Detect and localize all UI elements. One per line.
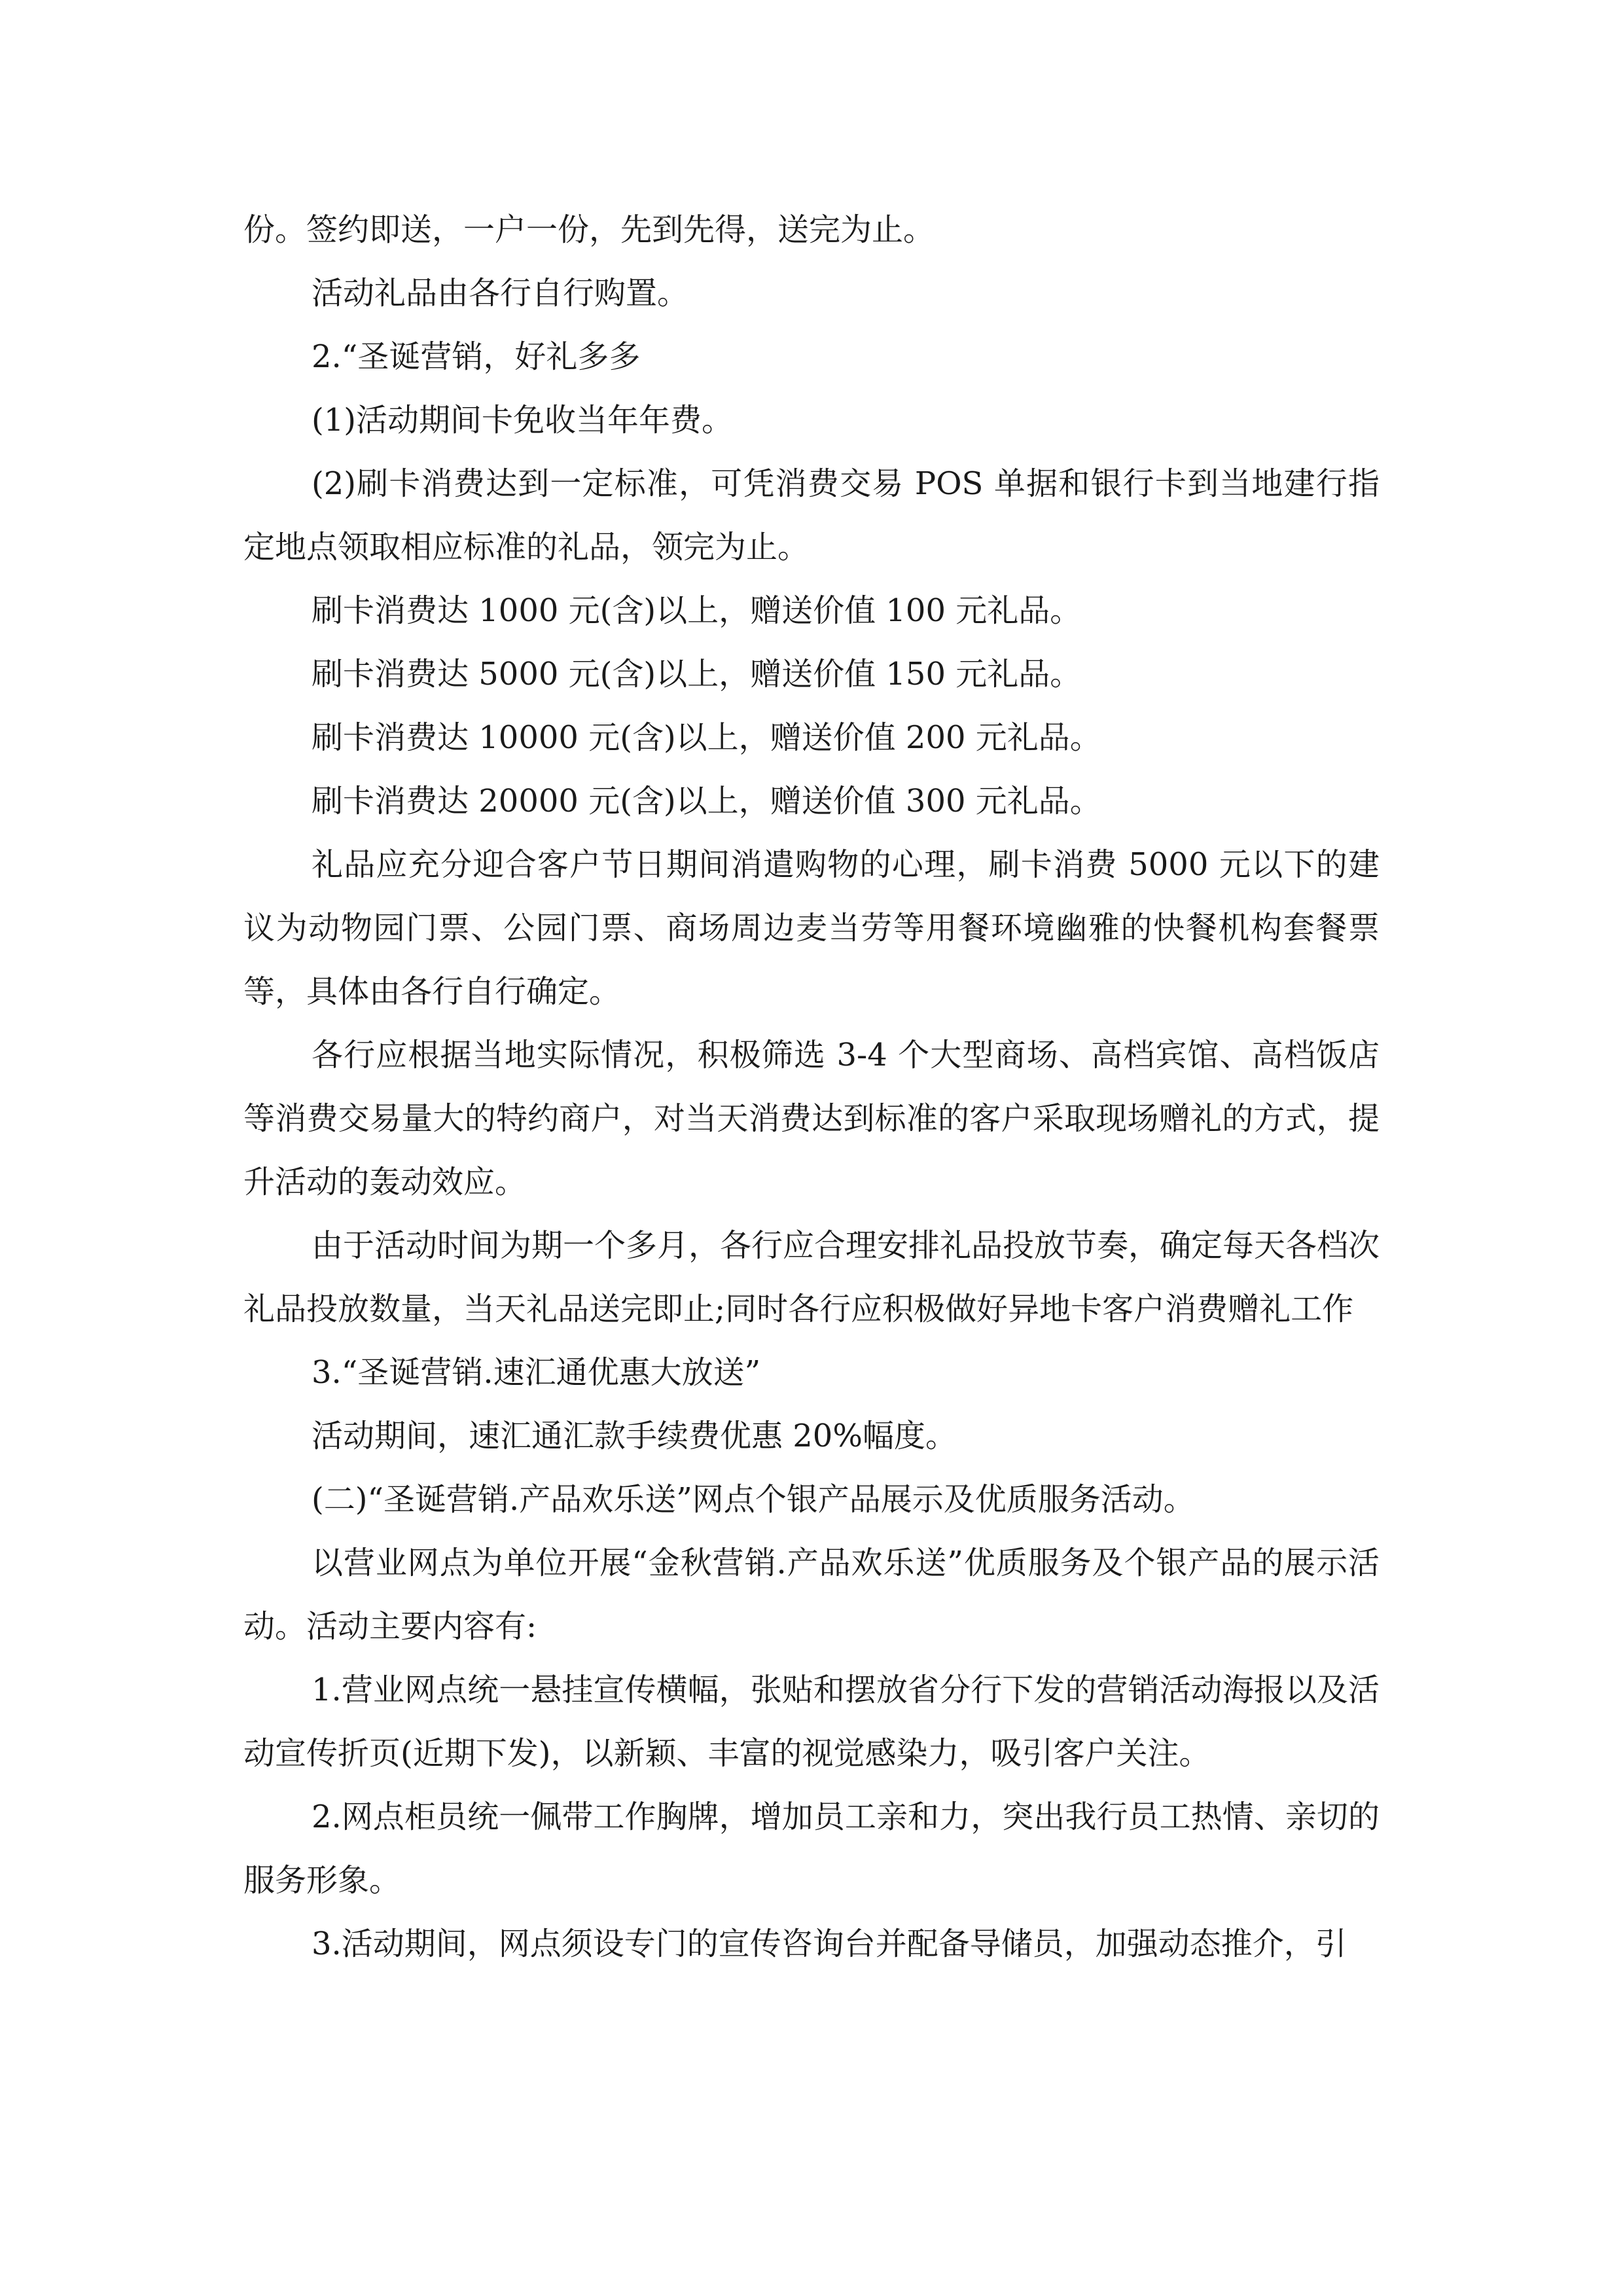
paragraph-branch-activity: 以营业网点为单位开展“金秋营销.产品欢乐送”优质服务及个银产品的展示活动。活动主要内容有:: [243, 1545, 1380, 1645]
activity-item-3: 3.活动期间，网点须设专门的宣传咨询台并配备导储员，加强动态推介，引: [312, 1926, 1347, 1962]
page-body: [243, 198, 1380, 1976]
paragraph-merchant-selection: 各行应根据当地实际情况，积极筛选 3-4 个大型商场、高档宾馆、高档饭店等消费交易量大的特约商户，对当天消费达到标准的客户采取现场赠礼的方式，提升活动的轰动效应。: [243, 1037, 1380, 1200]
activity-item-2: 2.网点柜员统一佩带工作胸牌，增加员工亲和力，突出我行员工热情、亲切的服务形象。: [243, 1799, 1380, 1899]
section-heading-ii: (二)“圣诞营销.产品欢乐送”网点个银产品展示及优质服务活动。: [312, 1481, 1195, 1518]
paragraph-remittance-discount: 活动期间，速汇通汇款手续费优惠 20%幅度。: [312, 1418, 957, 1454]
paragraph-continuation: 份。签约即送，一户一份，先到先得，送完为止。: [243, 211, 935, 248]
activity-item-1: 1.营业网点统一悬挂宣传横幅，张贴和摆放省分行下发的营销活动海报以及活动宣传折页(近期下发)，以新颖、丰富的视觉感染力，吸引客户关注。: [243, 1672, 1380, 1772]
paragraph-gift-purchase: 活动礼品由各行自行购置。: [312, 275, 689, 312]
paragraph-gift-schedule: 由于活动时间为期一个多月，各行应合理安排礼品投放节奏，确定每天各档次礼品投放数量，当天礼品送完即止;同时各行应积极做好异地卡客户消费赠礼工作: [243, 1227, 1380, 1327]
tier-10000: 刷卡消费达 10000 元(含)以上，赠送价值 200 元礼品。: [312, 719, 1101, 756]
tier-5000: 刷卡消费达 5000 元(含)以上，赠送价值 150 元礼品。: [312, 656, 1082, 692]
list-item-2: (2)刷卡消费达到一定标准，可凭消费交易 POS 单据和银行卡到当地建行指定地点领取相应标准的礼品，领完为止。: [243, 465, 1380, 565]
section-heading-3: 3.“圣诞营销.速汇通优惠大放送”: [312, 1354, 761, 1391]
tier-20000: 刷卡消费达 20000 元(含)以上，赠送价值 300 元礼品。: [312, 783, 1101, 819]
tier-1000: 刷卡消费达 1000 元(含)以上，赠送价值 100 元礼品。: [312, 592, 1082, 629]
list-item-1: (1)活动期间卡免收当年年费。: [312, 402, 733, 439]
section-heading-2: 2.“圣诞营销，好礼多多: [312, 338, 641, 375]
paragraph-gift-suggestion: 礼品应充分迎合客户节日期间消遣购物的心理，刷卡消费 5000 元以下的建议为动物园门票、公园门票、商场周边麦当劳等用餐环境幽雅的快餐机构套餐票等，具体由各行自行确定。: [243, 846, 1380, 1010]
